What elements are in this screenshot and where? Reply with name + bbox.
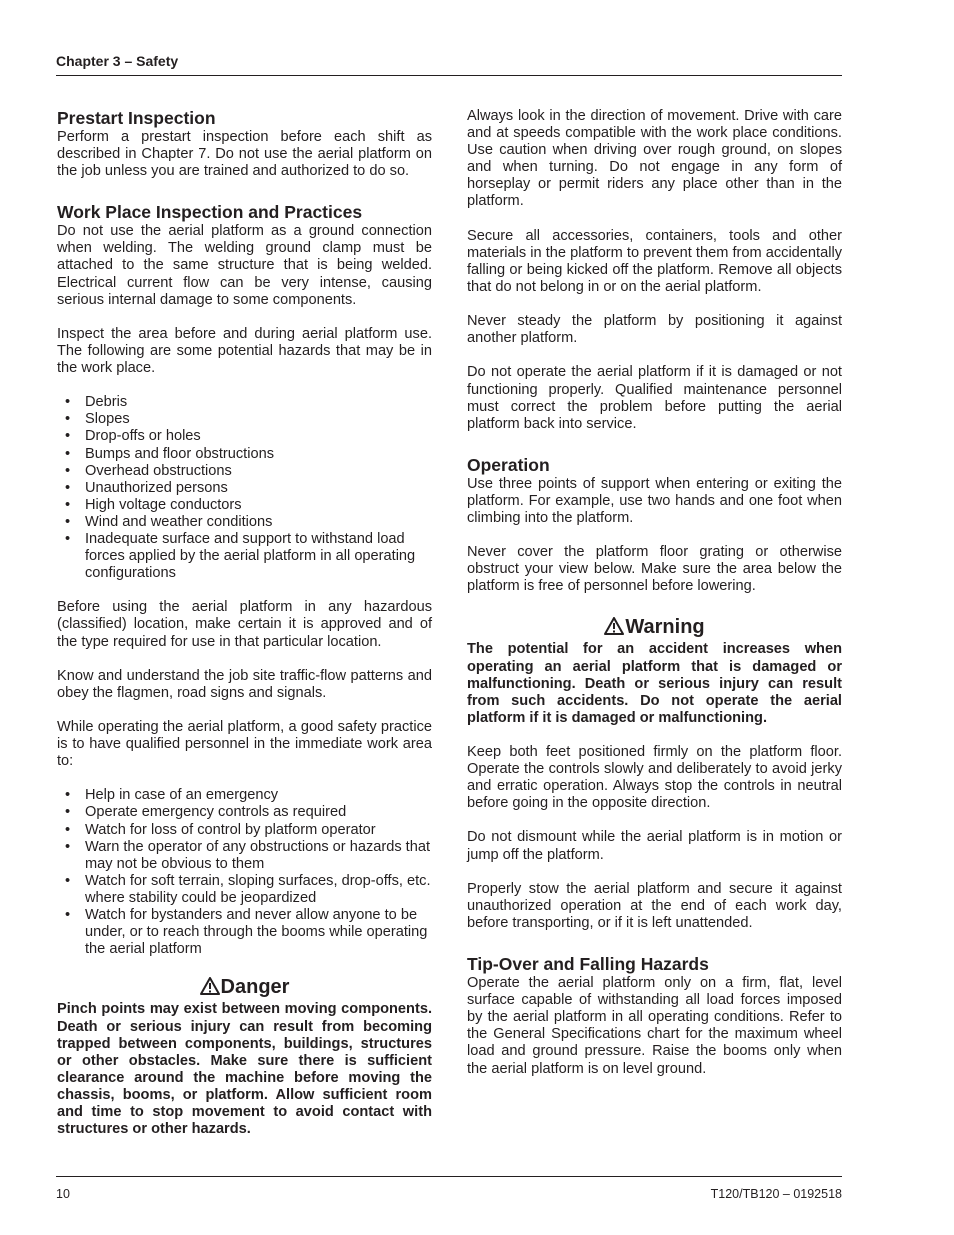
list-item: • Operate emergency controls as required xyxy=(57,804,432,821)
danger-title xyxy=(57,975,432,1001)
page-header xyxy=(56,53,842,76)
right-paragraph-2: Secure all accessories, containers, tools and other materials in the platform to prevent them from accidentally falling or being kicked off the platform. Remove all objects that do not belong in or on the aerial platform. xyxy=(467,227,842,295)
right-column xyxy=(467,108,842,1095)
list-item: • Debris xyxy=(57,394,432,411)
right-paragraph-3: Never steady the platform by positioning it against another platform. xyxy=(467,313,842,347)
warning-text: The potential for an accident increases when operating an aerial platform that is damaged or malfunctioning. Death or serious injury can result from such accidents. Do not operate the aerial platform if it is damaged or malfunctioning. xyxy=(467,641,842,726)
danger-text: Pinch points may exist between moving components. Death or serious injury can result from becoming trapped between components, buildings, structures or other obstacles. Make sure there is sufficient clearance around the machine before moving the chassis, booms, or platform. Allow sufficient room and time to stop movement to avoid contact with structures or other hazards. xyxy=(57,1001,432,1138)
hazard-list xyxy=(57,394,432,582)
chapter-title: Chapter 3 – Safety xyxy=(56,53,179,69)
list-item: • High voltage conductors xyxy=(57,497,432,514)
document-id: T120/TB120 – 0192518 xyxy=(710,1187,842,1201)
list-item: • Unauthorized persons xyxy=(57,480,432,497)
page-footer xyxy=(56,1176,842,1201)
work-paragraph-2: Inspect the area before and during aerial platform use. The following are some potential hazards that may be in the work place. xyxy=(57,325,432,377)
operation-paragraph-5: Properly stow the aerial platform and secure it against unauthorized operation at the end of each work day, before transporting, or if it is left unattended. xyxy=(467,880,842,931)
page-number: 10 xyxy=(56,1187,70,1201)
right-paragraph-1: Always look in the direction of movement. Drive with care and at speeds compatible with the work place conditions. Use caution when driving over rough ground, on slopes and when turning. Do not engage in any form of horseplay or permit riders any place other than in the platform. xyxy=(467,108,842,210)
danger-label: Danger xyxy=(220,976,290,999)
operation-paragraph-3: Keep both feet positioned firmly on the platform floor. Operate the controls slowly and deliberately to avoid jerky and erratic operation. Always stop the controls in neutral before going in the opposite direction. xyxy=(467,744,842,812)
list-item: • Drop-offs or holes xyxy=(57,428,432,445)
list-item: • Inadequate surface and support to withstand load forces applied by the aerial platform in all operating configurations xyxy=(57,531,432,582)
operation-paragraph-4: Do not dismount while the aerial platform is in motion or jump off the platform. xyxy=(467,829,842,863)
work-paragraph-5: While operating the aerial platform, a good safety practice is to have qualified personnel in the immediate work area to: xyxy=(57,719,432,770)
list-item: • Help in case of an emergency xyxy=(57,787,432,804)
warning-triangle-icon xyxy=(604,617,624,641)
left-column xyxy=(57,108,432,1155)
warning-label: Warning xyxy=(625,616,705,639)
list-item: • Watch for soft terrain, sloping surfaces, drop-offs, etc. where stability could be jeopardized xyxy=(57,873,432,907)
list-item: • Watch for loss of control by platform operator xyxy=(57,822,432,839)
list-item: • Warn the operator of any obstructions or hazards that may not be obvious to them xyxy=(57,839,432,873)
right-paragraph-4: Do not operate the aerial platform if it is damaged or not functioning properly. Qualified maintenance personnel must correct the problem before putting the aerial platform back into service. xyxy=(467,364,842,432)
work-paragraph-3: Before using the aerial platform in any hazardous (classified) location, make certain it is approved and of the type required for use in that particular location. xyxy=(57,599,432,650)
list-item: • Overhead obstructions xyxy=(57,463,432,480)
tip-over-text: Operate the aerial platform only on a firm, flat, level surface capable of withstanding all load forces imposed by the aerial platform in all operating conditions. Refer to the General Specifications chart for the maximum wheel load and ground pressure. Raise the booms only when the aerial platform is on level ground. xyxy=(467,975,842,1077)
list-item: • Wind and weather conditions xyxy=(57,514,432,531)
list-item: • Watch for bystanders and never allow anyone to be under, or to reach through the booms while operating the aerial platform xyxy=(57,907,432,958)
warning-triangle-icon xyxy=(200,977,220,1001)
prestart-text: Perform a prestart inspection before each shift as described in Chapter 7. Do not use the aerial platform on the job unless you are trained and authorized to do so. xyxy=(57,129,432,180)
work-paragraph-1: Do not use the aerial platform as a ground connection when welding. The welding ground clamp must be attached to the same structure that is being welded. Electrical current flow can be very intense, causing serious internal damage to some components. xyxy=(57,223,432,308)
operation-heading: Operation xyxy=(467,454,550,475)
work-paragraph-4: Know and understand the job site traffic-flow patterns and obey the flagmen, road signs and signals. xyxy=(57,667,432,701)
list-item: • Bumps and floor obstructions xyxy=(57,446,432,463)
duty-list xyxy=(57,787,432,958)
prestart-heading: Prestart Inspection xyxy=(57,108,216,128)
warning-title xyxy=(467,615,842,641)
list-item: • Slopes xyxy=(57,411,432,428)
tip-over-heading: Tip-Over and Falling Hazards xyxy=(467,954,709,975)
operation-paragraph-2: Never cover the platform floor grating or otherwise obstruct your view below. Make sure the area below the platform is free of personnel before lowering. xyxy=(467,544,842,595)
work-place-heading: Work Place Inspection and Practices xyxy=(57,202,363,223)
operation-paragraph-1: Use three points of support when entering or exiting the platform. For example, use two hands and one foot when climbing into the platform. xyxy=(467,475,842,526)
